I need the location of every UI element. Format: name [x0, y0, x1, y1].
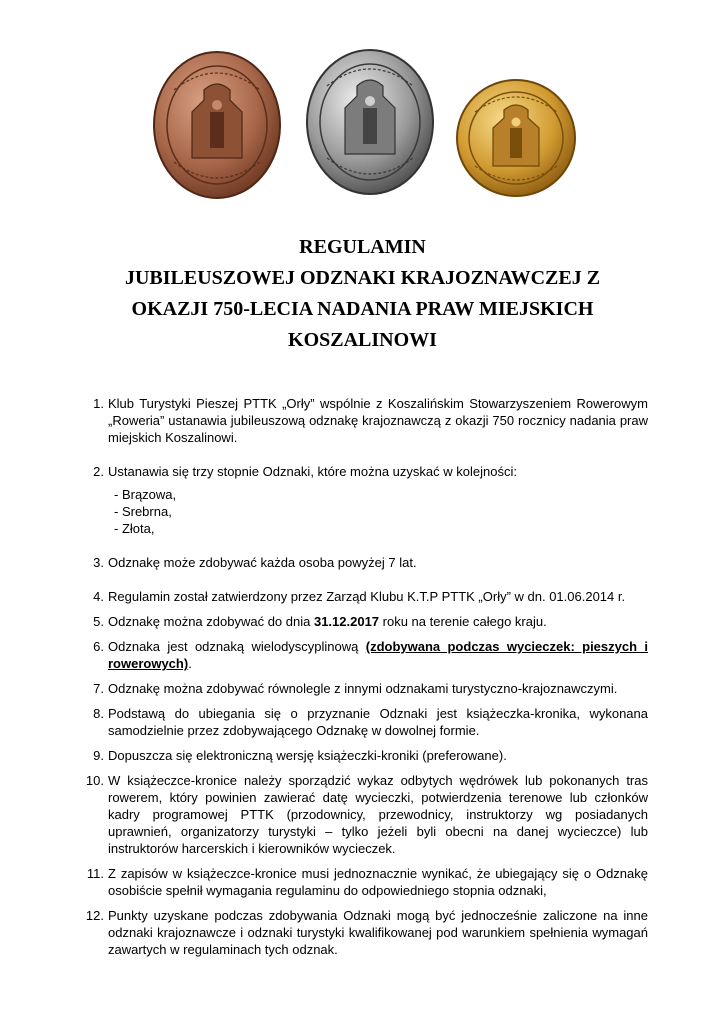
gold-medal	[455, 78, 577, 198]
title-line-2: JUBILEUSZOWEJ ODZNAKI KRAJOZNAWCZEJ Z	[124, 267, 601, 289]
title-line-3: OKAZJI 750-LECIA NADANIA PRAW MIEJSKICH	[131, 298, 594, 320]
grade-item: - Brązowa,	[114, 487, 177, 502]
title-line-1: REGULAMIN	[299, 236, 426, 258]
underlined-note: (zdobywana podczas wycieczek: pieszych i rowerowych)	[108, 639, 648, 671]
rule-item: 9. Dopuszcza się elektroniczną wersję książeczki-kroniki (preferowane).	[93, 748, 507, 763]
medals-photo	[0, 0, 725, 215]
rule-item: 5. Odznakę można zdobywać do dnia 31.12.2017 roku na terenie całego kraju.	[93, 614, 547, 629]
grade-item: - Złota,	[114, 521, 155, 536]
rule-item: 2. Ustanawia się trzy stopnie Odznaki, które można uzyskać w kolejności: - Brązowa, - Srebrna, - Złota,	[78, 463, 648, 537]
grades-list	[108, 486, 648, 537]
rule-item: 8. Podstawą do ubiegania się o przyznanie Odznaki jest książeczka-kronika, wykonana samodzielnie przez zdobywającego Odznakę w dowolnej formie.	[93, 706, 648, 738]
document-title	[0, 232, 725, 356]
title-line-4: KOSZALINOWI	[288, 329, 437, 351]
rule-item: 10. W książeczce-kronice należy sporządzić wykaz odbytych wędrówek lub pokonanych tras rowerem, który powinien zawierać datę wycieczki, potwierdzenia terenowe lub członków kadry programowej PTTK (przodownicy, przewodnicy, instruktorzy wg posiadanych uprawnień, organizatorzy turystyki – tylko jeżeli byli obecni na danej wycieczce) lub instruktorów harcerskich i kierowników wycieczek.	[85, 773, 648, 856]
rule-item: 3. Odznakę może zdobywać każda osoba powyżej 7 lat.	[93, 555, 417, 570]
rule-item: 11. Z zapisów w książeczce-kronice musi jednoznacznie wynikać, że ubiegający się o Odznakę osobiście spełnił wymagania regulaminu do odpowiedniego stopnia odznaki,	[86, 866, 648, 898]
grade-item: - Srebrna,	[114, 504, 172, 519]
rule-item: 4. Regulamin został zatwierdzony przez Zarząd Klubu K.T.P PTTK „Orły” w dn. 01.06.2014 r.	[93, 589, 626, 604]
rule-item: 12. Punkty uzyskane podczas zdobywania Odznaki mogą być jednocześnie zaliczone na inne odznaki krajoznawcze i odznaki turystyki kwalifikowanej pod warunkiem spełnienia wymagań zawartych w regulaminach tych odznak.	[85, 908, 648, 957]
bronze-medal	[152, 50, 282, 200]
rule-item: 7. Odznakę można zdobywać równolegle z innymi odznakami turystyczno-krajoznawczymi.	[93, 681, 618, 696]
rule-item: 1. Klub Turystyki Pieszej PTTK „Orły” wspólnie z Koszalińskim Stowarzyszeniem Rowerowym „Roweria” ustanawia jubileuszową odznakę krajoznawczą z okazji 750 rocznicy nadania praw miejskich Koszalinowi.	[93, 396, 648, 445]
silver-medal	[305, 48, 435, 196]
rule-item: 6. Odznaka jest odznaką wielodyscyplinową (zdobywana podczas wycieczek: pieszych i rowerowych).	[93, 639, 648, 671]
deadline-date: 31.12.2017	[313, 614, 380, 629]
rules-list	[78, 395, 648, 958]
